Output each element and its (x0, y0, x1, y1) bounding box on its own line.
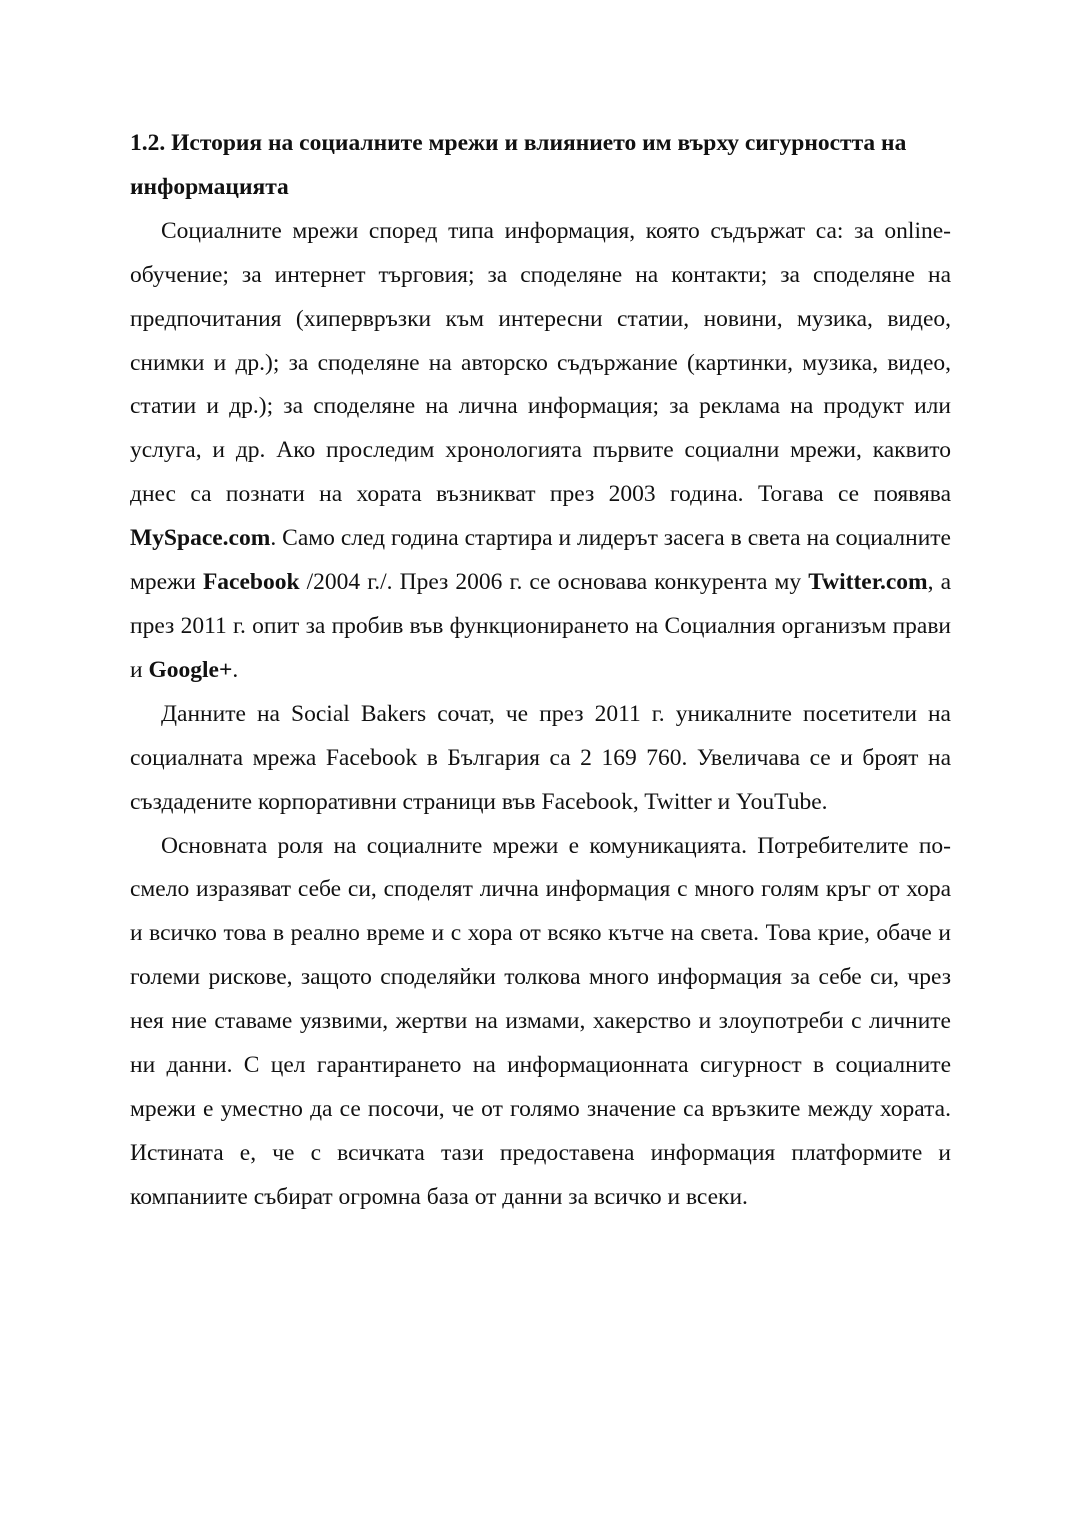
section-heading: 1.2. История на социалните мрежи и влиянието им върху сигурността на информацията (130, 130, 907, 200)
paragraph-social-network-history (130, 210, 951, 693)
myspace-name: MySpace.com (130, 525, 271, 552)
facebook-name: Facebook (202, 569, 300, 596)
paragraph-text: Социалните мрежи според типа информация, която съдържат са: за online-обучение; за интернет търговия; за споделяне на контакти; за споделяне на предпочитания (хипервръзки към интересни статии, новини, музика, видео, снимки и др.); за споделяне на авторско съдържание (картинки, музика, видео, статии и др.); за споделяне на лична информация; за реклама на продукт или услуга, и др. Ако проследим хронологията първите социални мрежи, каквито днес са познати на хората възникват през 2003 година. Тогава се появява (130, 217, 951, 508)
paragraph-text: . (232, 656, 239, 683)
paragraph-social-bakers-data: Данните на Social Bakers сочат, че през 2011 г. уникалните посетители на социалната мрежа Facebook в България са 2 169 760. Увеличава се и броят на създадените корпоративни страници във Facebook, Twitter и YouTube. (130, 700, 951, 815)
twitter-name: Twitter.com (808, 569, 928, 596)
document-page (130, 122, 951, 1220)
paragraph-communication-risks: Основната роля на социалните мрежи е комуникацията. Потребителите по-смело изразяват себе си, споделят лична информация с много голям кръг от хора и всичко това в реално време и с хора от всяко кътче на света. Това крие, обаче и големи рискове, защото споделяйки толкова много информация за себе си, чрез нея ние ставаме уязвими, жертви на измами, хакерство и злоупотреби с личните ни данни. С цел гарантирането на информационната сигурност в социалните мрежи е уместно да се посочи, че от голямо значение са връзките между хората. Истината е, че с всичката тази предоставена информация платформите и компаниите събират огромна база от данни за всичко и всеки. (130, 832, 951, 1210)
paragraph-text: , а през 2011 г. опит за пробив във функционирането на Социалния организъм прави и (130, 569, 951, 683)
google-plus-name: Google+ (148, 656, 233, 683)
paragraph-text: /2004 г./. През 2006 г. се основава конкурента му (299, 569, 809, 596)
paragraph-text: . Само след година стартира и лидерът засега в света на социалните мрежи (130, 525, 951, 596)
